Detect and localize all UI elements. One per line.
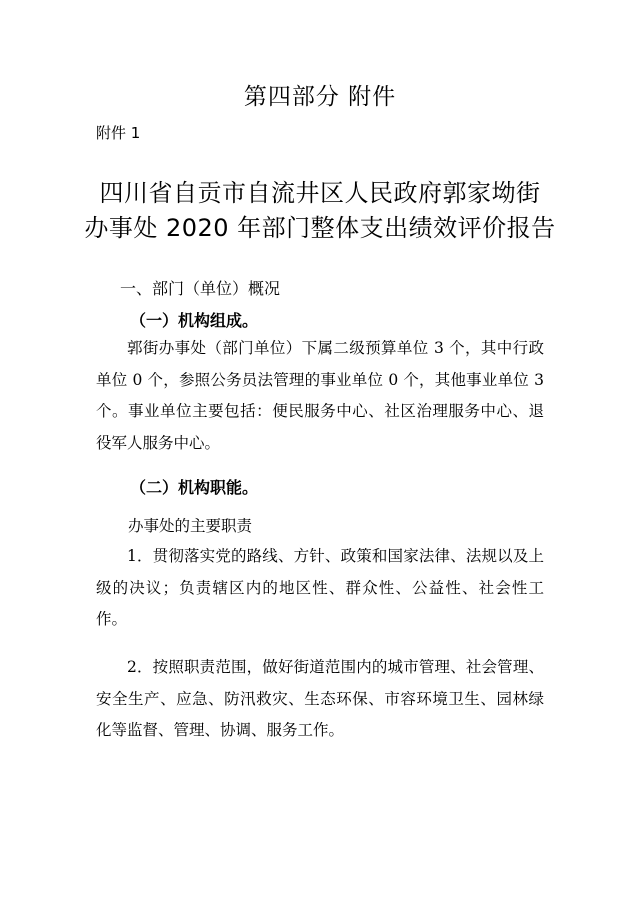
attachment-label: 附件 1 xyxy=(96,124,141,142)
duty-item-2: 2．按照职责范围，做好街道范围内的城市管理、社会管理、安全生产、应急、防汛救灾、生态环保、市容环境卫生、园林绿化等监督、管理、协调、服务工作。 xyxy=(96,658,544,739)
subheading-functions: （二）机构职能。 xyxy=(130,478,259,497)
section-heading-overview: 一、部门（单位）概况 xyxy=(120,279,281,298)
duties-lead: 办事处的主要职责 xyxy=(128,517,253,535)
part-title: 第四部分 附件 xyxy=(243,84,397,110)
duty-item-1: 1．贯彻落实党的路线、方针、政策和国家法律、法规以及上级的决议；负责辖区内的地区性、群众性、公益性、社会性工作。 xyxy=(96,547,544,628)
report-title-line-2: 办事处 2020 年部门整体支出绩效评价报告 xyxy=(84,214,556,242)
subheading-organization: （一）机构组成。 xyxy=(130,311,259,330)
organization-paragraph: 郭街办事处（部门单位）下属二级预算单位 3 个，其中行政单位 0 个，参照公务员法管理的事业单位 0 个，其他事业单位 3 个。事业单位主要包括：便民服务中心、社区治理服务中心、退役军人服务中心。 xyxy=(96,339,544,452)
report-title-line-1: 四川省自贡市自流井区人民政府郭家坳街 xyxy=(99,179,541,207)
